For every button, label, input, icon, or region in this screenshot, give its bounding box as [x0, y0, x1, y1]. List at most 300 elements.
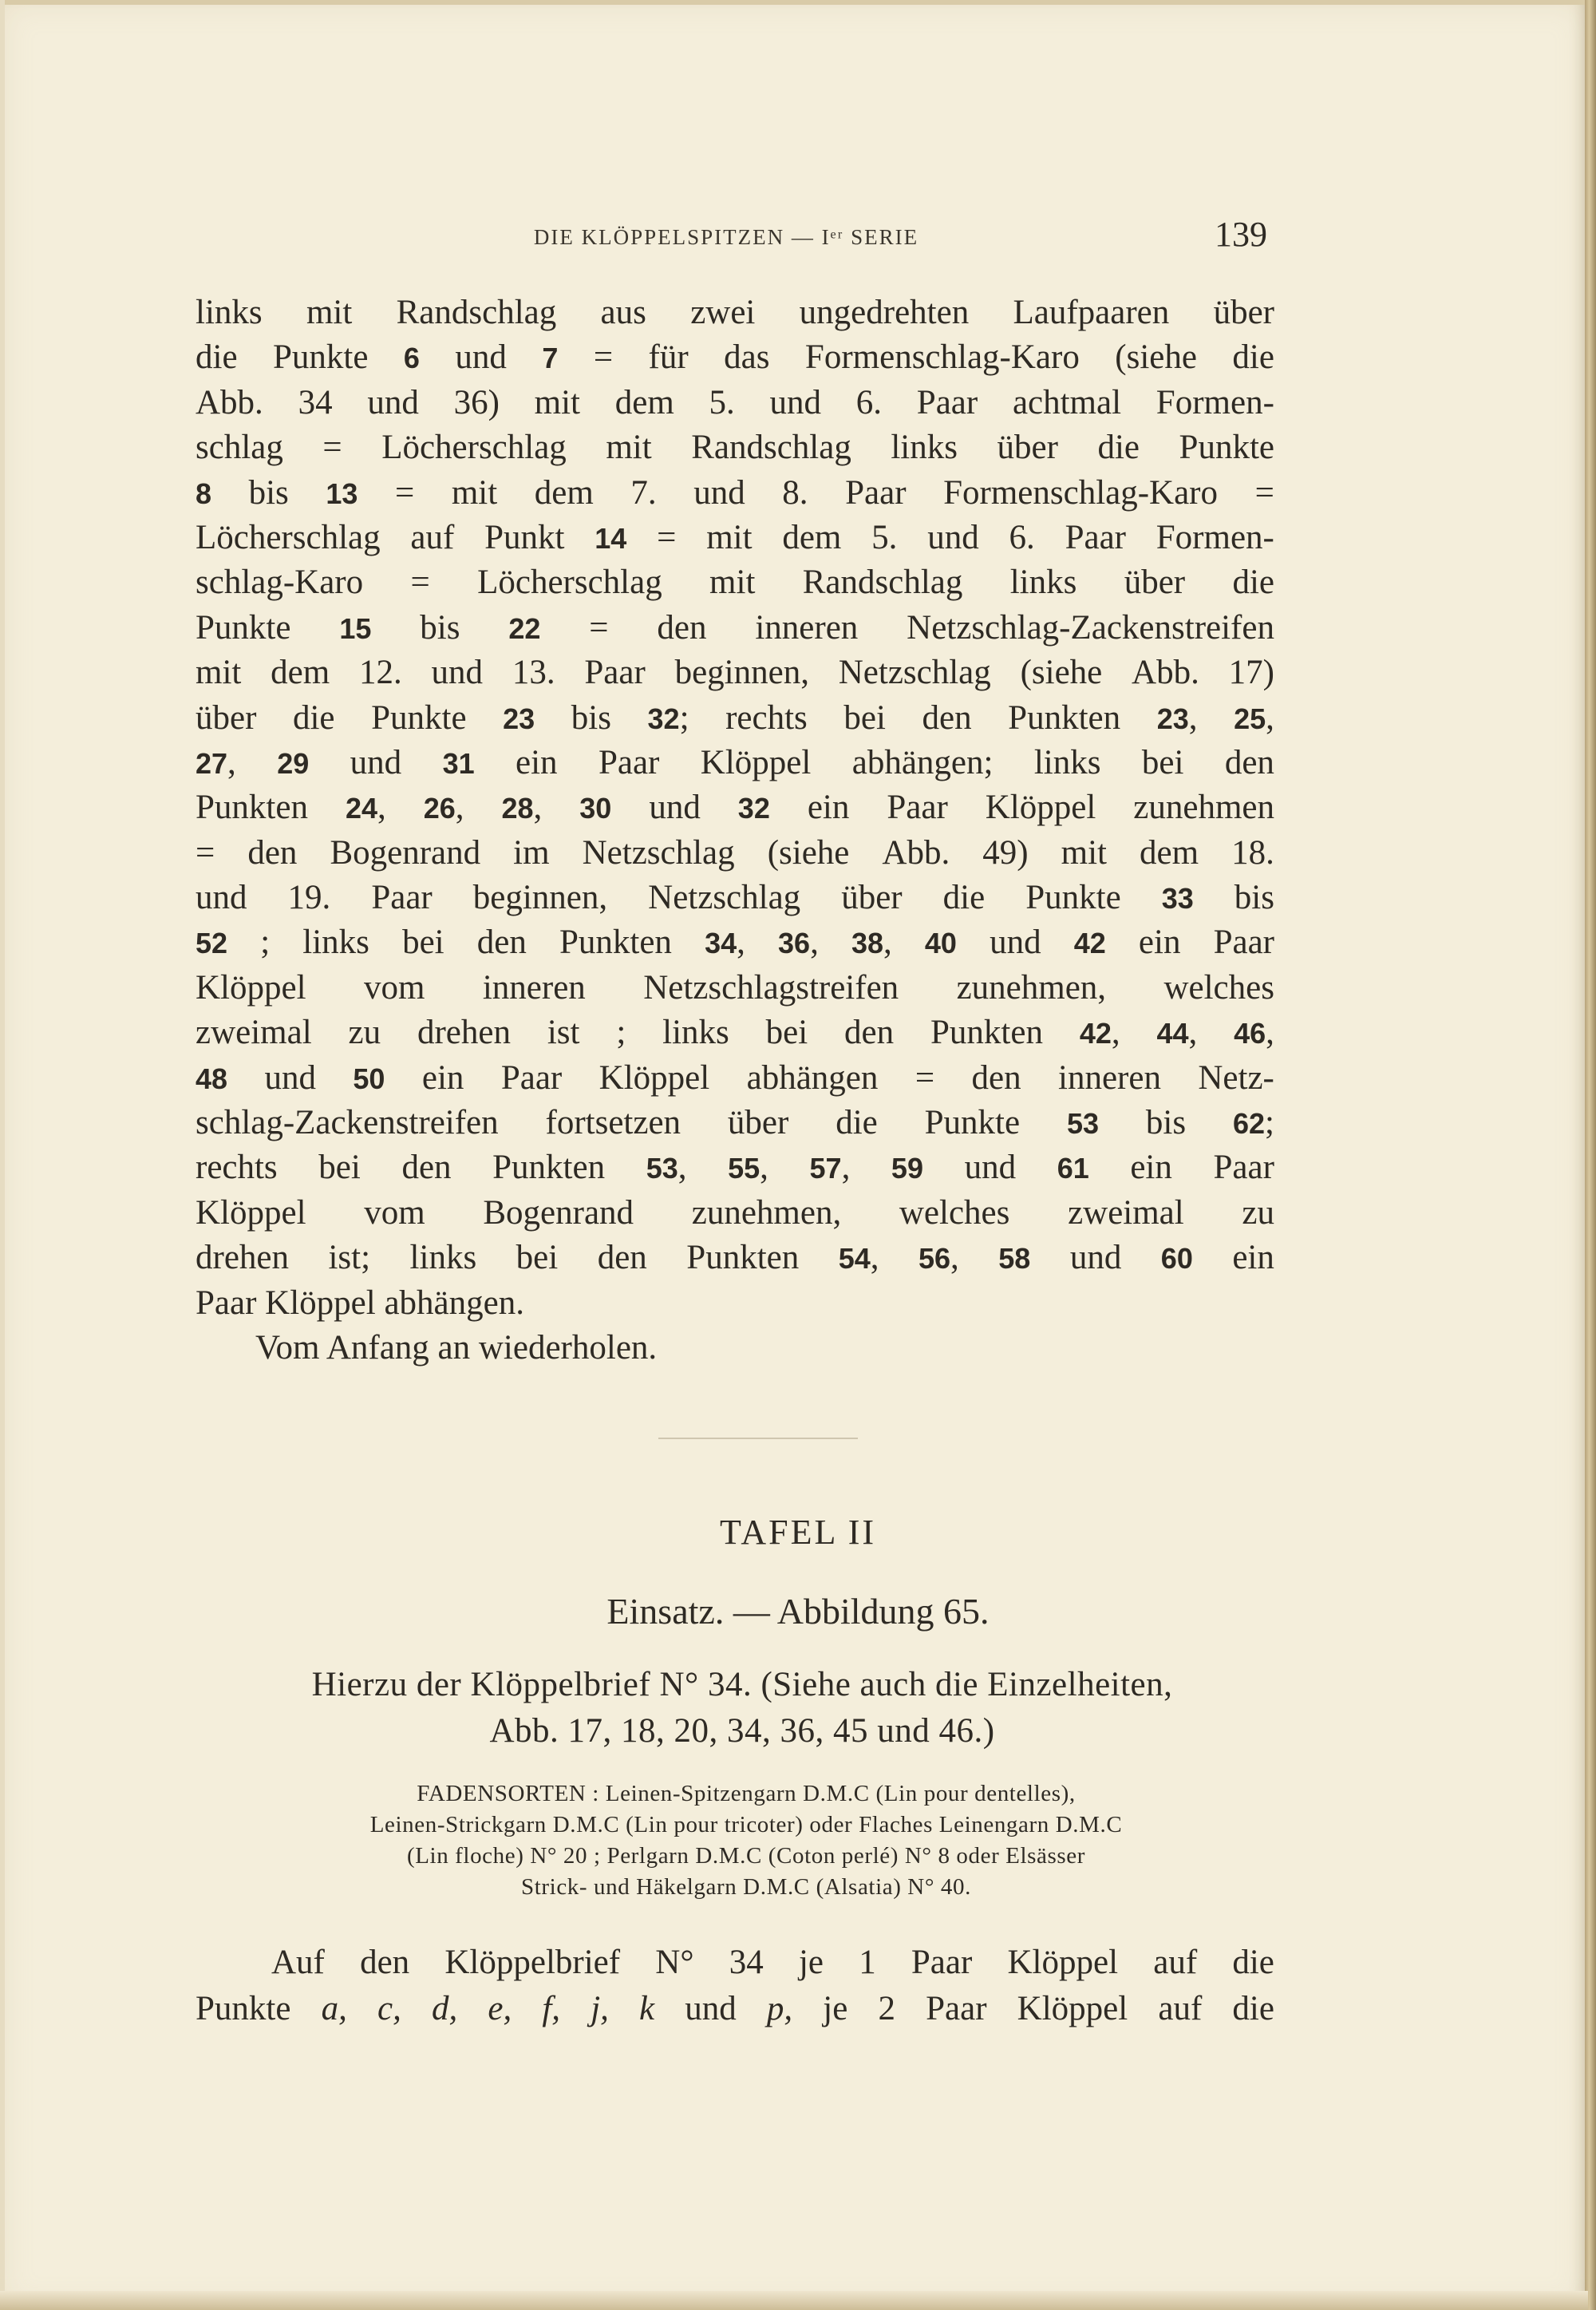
- word: 6: [403, 342, 420, 375]
- word: Punkten: [686, 1239, 800, 1277]
- word: =: [410, 564, 430, 602]
- word: Klöppel: [265, 1284, 376, 1322]
- word: achtmal: [1012, 383, 1122, 421]
- word: beginnen,: [674, 654, 809, 692]
- word: =: [589, 608, 609, 647]
- word: links: [1033, 743, 1101, 781]
- word: Bogenrand: [330, 833, 481, 872]
- word: Paar: [1213, 924, 1274, 962]
- word: über: [1213, 294, 1274, 331]
- word: d,: [431, 1990, 458, 2027]
- word: 58: [998, 1242, 1031, 1276]
- word: Paar: [911, 1944, 973, 1981]
- text-line: [196, 741, 1274, 785]
- word: bis: [248, 473, 289, 512]
- word: Netzschlag-Zackenstreifen: [907, 608, 1274, 647]
- word: den: [1224, 743, 1274, 781]
- word: 19.: [287, 879, 331, 917]
- word: Klöppel: [1007, 1944, 1119, 1981]
- word: Paar: [916, 383, 978, 421]
- word: Bogenrand: [483, 1193, 634, 1232]
- word: den: [401, 1149, 452, 1187]
- word: den: [247, 833, 298, 872]
- word: 28,: [501, 789, 543, 827]
- word: dem: [614, 383, 674, 421]
- word: 34: [729, 1944, 764, 1981]
- word: 7.: [630, 473, 657, 512]
- word: 62;: [1232, 1104, 1274, 1142]
- word: j,: [591, 1990, 609, 2027]
- word: im: [513, 833, 550, 872]
- bobbin-placement-paragraph: [196, 1940, 1274, 2032]
- word: bei: [843, 698, 886, 737]
- word: drehen: [417, 1014, 511, 1052]
- text-line: [196, 381, 1274, 425]
- word: abhängen;: [851, 743, 994, 781]
- word: 56,: [918, 1239, 959, 1277]
- word: 6.: [855, 383, 883, 421]
- text-line: [196, 291, 1274, 335]
- word: mit: [606, 429, 652, 467]
- word: mit: [196, 654, 242, 692]
- thread-types-line: Strick- und Häkelgarn D.M.C (Alsatia) N° 40.: [521, 1874, 971, 1900]
- word: 15: [339, 611, 372, 645]
- word: mit: [1061, 833, 1107, 872]
- page-edge-bottom: [0, 2291, 1588, 2310]
- word: 18.: [1231, 833, 1274, 872]
- word: und: [685, 1990, 737, 2027]
- word: die: [942, 879, 986, 917]
- text-line: [196, 1191, 1274, 1236]
- word: 24,: [345, 789, 386, 827]
- word: Auf: [271, 1944, 325, 1981]
- word: 54,: [838, 1239, 879, 1277]
- word: und: [264, 1058, 316, 1097]
- word: 5.: [871, 518, 898, 556]
- text-line: [196, 1986, 1274, 2032]
- word: 13: [326, 477, 358, 510]
- word: auf: [1153, 1944, 1198, 1981]
- word: =: [196, 833, 215, 872]
- word: Formen-: [1156, 383, 1274, 421]
- running-head: DIE KLÖPPELSPITZEN — Iᵉʳ SERIE: [533, 225, 919, 249]
- word: auf: [410, 518, 455, 556]
- word: Abb.: [882, 833, 950, 872]
- text-line: [196, 696, 1274, 741]
- word: Paar: [887, 789, 948, 827]
- text-line: [196, 1940, 1274, 1986]
- word: bis: [1145, 1104, 1187, 1142]
- word: bei: [516, 1239, 559, 1277]
- word: links: [891, 429, 958, 467]
- word: (siehe: [1020, 654, 1103, 692]
- intro-line: Hierzu der Klöppelbrief N° 34. (Siehe auch die Einzelheiten,: [311, 1666, 1173, 1703]
- word: je: [798, 1944, 824, 1981]
- word: 13.: [512, 654, 555, 692]
- word: c,: [377, 1990, 401, 2027]
- word: (siehe: [1115, 338, 1197, 377]
- word: abhängen.: [384, 1284, 524, 1322]
- word: Punkten: [559, 924, 672, 962]
- word: 53: [1066, 1107, 1099, 1141]
- word: auf: [1158, 1990, 1203, 2027]
- word: 57,: [809, 1149, 851, 1187]
- word: e,: [488, 1990, 512, 2027]
- text-line: [196, 651, 1274, 695]
- text-line: [196, 1145, 1274, 1190]
- text-line: [196, 1236, 1274, 1280]
- word: ein: [1138, 924, 1181, 962]
- word: rechts: [725, 698, 808, 737]
- word: =: [915, 1058, 935, 1097]
- word: dem: [1140, 833, 1199, 872]
- word: Randschlag: [802, 564, 963, 602]
- word: 14: [595, 521, 627, 555]
- word: Punkte: [371, 698, 467, 737]
- word: bei: [402, 924, 444, 962]
- word: ein: [807, 789, 850, 827]
- word: inneren: [482, 968, 586, 1007]
- word: schlag: [196, 429, 283, 467]
- word: Paar: [196, 1284, 257, 1322]
- page-edge-top: [0, 0, 1588, 5]
- word: und: [455, 338, 507, 377]
- word: vom: [363, 968, 425, 1007]
- word: 36,: [778, 924, 819, 962]
- word: zunehmen: [1133, 789, 1274, 827]
- word: Punkte: [273, 338, 369, 377]
- word: =: [657, 518, 677, 556]
- word: Paar: [500, 1058, 563, 1097]
- word: 22: [508, 611, 541, 645]
- word: ist: [547, 1014, 580, 1052]
- thread-types-line: (Lin floche) N° 20 ; Perlgarn D.M.C (Coton perlé) N° 8 oder Elsässer: [406, 1843, 1086, 1869]
- text-line: [196, 966, 1274, 1011]
- text-line: [196, 876, 1274, 920]
- word: Punkte: [1179, 429, 1274, 467]
- word: k: [639, 1990, 655, 2027]
- word: Punkte: [924, 1104, 1021, 1142]
- closing-line: Vom Anfang an wiederholen.: [255, 1328, 658, 1367]
- word: das: [724, 338, 770, 377]
- word: inneren: [755, 608, 859, 647]
- word: 59: [891, 1152, 923, 1185]
- word: und: [367, 383, 419, 421]
- text-line: [196, 831, 1274, 876]
- word: a,: [321, 1990, 347, 2027]
- word: Klöppelbrief: [444, 1944, 621, 1981]
- word: über: [841, 879, 903, 917]
- word: 60: [1160, 1242, 1193, 1276]
- text-line: [196, 1101, 1274, 1145]
- thread-types-note: [215, 1778, 1277, 1903]
- tafel-heading: TAFEL II: [719, 1513, 877, 1552]
- word: die: [1097, 429, 1140, 467]
- word: zweimal: [196, 1014, 312, 1052]
- word: 61: [1057, 1152, 1089, 1185]
- word: links: [662, 1014, 729, 1052]
- word: über: [1124, 564, 1186, 602]
- word: =: [395, 473, 415, 512]
- word: 31: [442, 746, 475, 780]
- text-line: [196, 785, 1274, 830]
- word: p,: [766, 1990, 793, 2027]
- word: und: [431, 654, 484, 692]
- word: (siehe: [767, 833, 850, 872]
- word: ein: [1232, 1239, 1274, 1277]
- word: zu: [348, 1014, 381, 1052]
- word: Klöppel: [598, 1058, 710, 1097]
- word: 34,: [705, 924, 745, 962]
- word: 6.: [1009, 518, 1035, 556]
- word: 52: [196, 927, 228, 960]
- word: 30: [579, 792, 612, 825]
- word: Löcherschlag: [477, 564, 662, 602]
- word: Paar: [1065, 518, 1126, 556]
- word: links: [196, 294, 263, 331]
- word: zu: [1242, 1193, 1274, 1232]
- word: Klöppel: [196, 1193, 306, 1232]
- word: die: [836, 1104, 878, 1142]
- word: Punkt: [484, 518, 565, 556]
- word: die: [1232, 1990, 1274, 2027]
- word: Randschlag: [691, 429, 851, 467]
- instruction-paragraph: [196, 291, 1274, 1371]
- word: ;: [616, 1014, 626, 1052]
- word: über: [997, 429, 1058, 467]
- word: ein: [421, 1058, 464, 1097]
- word: 25,: [1234, 698, 1274, 737]
- thread-types-line: FADENSORTEN : Leinen-Spitzengarn D.M.C (Lin pour dentelles),: [417, 1781, 1076, 1806]
- word: ein: [516, 743, 558, 781]
- word: bis: [420, 608, 460, 647]
- word: für: [648, 338, 689, 377]
- word: Formen-: [1156, 518, 1274, 556]
- word: 32;: [647, 698, 689, 737]
- word: bis: [1234, 879, 1274, 917]
- text-line: [196, 920, 1274, 965]
- word: die: [292, 698, 335, 737]
- word: Paar: [371, 879, 433, 917]
- word: dem: [534, 473, 594, 512]
- word: Paar: [1213, 1149, 1274, 1187]
- section-divider: [658, 1438, 858, 1439]
- word: mit: [709, 564, 756, 602]
- word: dem: [271, 654, 330, 692]
- word: Paar: [598, 743, 660, 781]
- text-line: [196, 606, 1274, 651]
- word: den: [360, 1944, 410, 1981]
- text-line: [196, 1056, 1274, 1101]
- word: Punkte: [1025, 879, 1121, 917]
- word: 44,: [1156, 1014, 1198, 1052]
- word: den: [657, 608, 707, 647]
- word: 33: [1161, 882, 1194, 916]
- word: 8.: [782, 473, 808, 512]
- word: 55,: [728, 1149, 768, 1187]
- word: Netzschlag: [838, 654, 991, 692]
- word: mit: [534, 383, 580, 421]
- word: und: [693, 473, 745, 512]
- word: ungedrehten: [799, 294, 970, 331]
- word: 32: [737, 792, 770, 825]
- text-line: [196, 471, 1274, 516]
- word: mit: [451, 473, 498, 512]
- word: mit: [306, 294, 353, 331]
- word: über: [196, 698, 257, 737]
- word: =: [1254, 473, 1274, 512]
- word: Paar: [845, 473, 907, 512]
- word: 17): [1228, 654, 1274, 692]
- word: den: [597, 1239, 647, 1277]
- word: ;: [260, 924, 271, 962]
- word: =: [322, 429, 342, 467]
- word: 49): [982, 833, 1029, 872]
- word: rechts: [196, 1149, 278, 1187]
- word: Abb.: [1132, 654, 1199, 692]
- word: und: [927, 518, 979, 556]
- text-line: [196, 1011, 1274, 1055]
- word: 27,: [196, 743, 236, 781]
- text-line: [196, 335, 1274, 380]
- word: zunehmen,: [691, 1193, 842, 1232]
- word: vom: [364, 1193, 425, 1232]
- word: links: [409, 1239, 477, 1277]
- word: Netz-: [1198, 1058, 1274, 1097]
- word: schlag-Zackenstreifen: [196, 1104, 499, 1142]
- text-line: [196, 425, 1274, 470]
- page-edge-left: [0, 0, 5, 2310]
- word: Punkten: [930, 1014, 1043, 1052]
- intro-line: Abb. 17, 18, 20, 34, 36, 45 und 46.): [489, 1712, 995, 1750]
- word: 23,: [1156, 698, 1198, 737]
- word: 34: [298, 383, 333, 421]
- word: 42,: [1079, 1014, 1120, 1052]
- word: 5.: [709, 383, 735, 421]
- word: Netzschlag: [582, 833, 735, 872]
- word: links: [302, 924, 369, 962]
- word: bis: [571, 698, 611, 737]
- word: bei: [1141, 743, 1184, 781]
- word: Klöppel: [196, 968, 306, 1007]
- word: Punkten: [1008, 698, 1121, 737]
- word: 53,: [646, 1149, 687, 1187]
- word: inneren: [1058, 1058, 1161, 1097]
- word: und: [1069, 1239, 1122, 1277]
- word: Netzschlag: [648, 879, 801, 917]
- word: Klöppel: [700, 743, 812, 781]
- word: N°: [655, 1944, 694, 1981]
- word: 40: [924, 927, 957, 960]
- word: welches: [1163, 968, 1274, 1007]
- word: 26,: [423, 789, 464, 827]
- word: Paar: [584, 654, 646, 692]
- thread-types-line: Leinen-Strickgarn D.M.C (Lin pour tricoter) oder Flaches Leinengarn D.M.C: [369, 1812, 1123, 1837]
- word: mit: [706, 518, 753, 556]
- word: 1: [859, 1944, 876, 1981]
- word: die: [1232, 338, 1274, 377]
- word: 46,: [1234, 1014, 1274, 1052]
- word: ein: [1130, 1149, 1172, 1187]
- word: 36): [453, 383, 500, 421]
- word: dem: [782, 518, 842, 556]
- word: f,: [542, 1990, 561, 2027]
- word: 48: [196, 1062, 228, 1095]
- word: und: [964, 1149, 1017, 1187]
- word: schlag-Karo: [196, 564, 364, 602]
- word: 42: [1073, 927, 1106, 960]
- word: zweimal: [1068, 1193, 1184, 1232]
- text-line: [196, 560, 1274, 605]
- page-edge-right: [1585, 0, 1596, 2310]
- word: 8: [196, 477, 212, 510]
- word: Löcherschlag: [196, 518, 381, 556]
- word: zwei: [690, 294, 756, 331]
- intro-text: [207, 1662, 1277, 1754]
- word: und: [769, 383, 822, 421]
- word: Klöppel: [985, 789, 1096, 827]
- word: je: [823, 1990, 848, 2027]
- word: und: [649, 789, 701, 827]
- word: Randschlag: [396, 294, 557, 331]
- word: beginnen,: [472, 879, 608, 917]
- word: den: [922, 698, 972, 737]
- word: und: [196, 879, 247, 917]
- word: 12.: [358, 654, 402, 692]
- page-number: 139: [1215, 215, 1267, 254]
- word: den: [844, 1014, 895, 1052]
- word: ist;: [328, 1239, 371, 1277]
- word: abhängen: [746, 1058, 879, 1097]
- word: 29: [277, 746, 310, 780]
- word: die: [1232, 564, 1274, 602]
- word: =: [593, 338, 614, 377]
- word: Punkte: [196, 608, 291, 647]
- word: links: [1009, 564, 1077, 602]
- word: 7: [542, 342, 559, 375]
- word: Formenschlag-Karo: [943, 473, 1219, 512]
- word: 23: [503, 702, 535, 735]
- word: Punkten: [196, 789, 308, 827]
- word: bei: [318, 1149, 361, 1187]
- word: Punkten: [492, 1149, 606, 1187]
- word: aus: [600, 294, 646, 331]
- word: 2: [878, 1990, 895, 2027]
- text-line: [196, 1281, 1274, 1326]
- section-heading: Einsatz. — Abbildung 65.: [606, 1591, 990, 1632]
- word: den: [476, 924, 527, 962]
- word: über: [727, 1104, 789, 1142]
- word: Abb.: [196, 383, 263, 421]
- word: Punkte: [196, 1990, 291, 2027]
- word: fortsetzen: [545, 1104, 681, 1142]
- word: Paar: [926, 1990, 987, 2027]
- word: zunehmen,: [956, 968, 1107, 1007]
- word: drehen: [196, 1239, 289, 1277]
- word: Löcherschlag: [381, 429, 567, 467]
- word: 38,: [851, 924, 892, 962]
- word: und: [350, 743, 402, 781]
- word: 50: [353, 1062, 385, 1095]
- word: die: [1232, 1944, 1274, 1981]
- word: und: [990, 924, 1041, 962]
- word: die: [196, 338, 238, 377]
- word: den: [971, 1058, 1021, 1097]
- text-line: [196, 516, 1274, 560]
- word: Netzschlagstreifen: [643, 968, 899, 1007]
- word: bei: [765, 1014, 808, 1052]
- word: Formenschlag-Karo: [804, 338, 1080, 377]
